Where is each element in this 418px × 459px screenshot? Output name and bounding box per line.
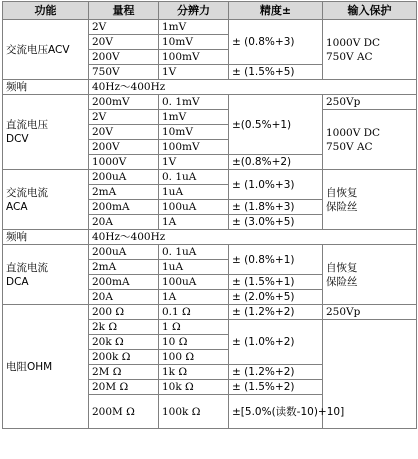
aca-function [3,170,89,230]
ohm-accuracy-e: ±[5.0%(读数-10)+10] [229,395,323,429]
aca-range: 200uA [89,170,159,185]
header-range: 量程 [89,2,159,20]
aca-resolution: 1uA [159,185,229,200]
aca-protection [323,170,417,230]
acv-range: 20V [89,35,159,50]
ohm-resolution: 1 Ω [159,320,229,335]
ohm-accuracy-b: ± (1.0%+2) [229,320,323,365]
freq-label: 频响 [3,80,89,95]
dcv-range: 1000V [89,155,159,170]
aca-accuracy-b: ± (1.8%+3) [229,200,323,215]
ohm-resolution: 0.1 Ω [159,305,229,320]
dca-range: 20A [89,290,159,305]
aca-resolution: 100uA [159,200,229,215]
acv-protection-line-2: 750V AC [326,50,373,63]
ohm-range: 2M Ω [89,365,159,380]
aca-protection-line-2: 保险丝 [326,200,358,213]
dca-accuracy-a: ± (0.8%+1) [229,245,323,275]
dca-function-line-1: 直流电流 [6,261,48,274]
dcv-function [3,95,89,170]
header-resolution: 分辨力 [159,2,229,20]
dcv-range: 2V [89,110,159,125]
dcv-resolution: 1V [159,155,229,170]
aca-accuracy-a: ± (1.0%+3) [229,170,323,200]
dca-function [3,245,89,305]
ohm-resolution: 10k Ω [159,380,229,395]
dcv-range: 200mV [89,95,159,110]
table-row [3,305,417,320]
acv-range: 200V [89,50,159,65]
table-row [3,20,417,35]
acv-protection-line-1: 1000V DC [326,36,381,49]
table-row [3,80,417,95]
aca-range: 20A [89,215,159,230]
dca-accuracy-c: ± (2.0%+5) [229,290,323,305]
ohm-resolution: 1k Ω [159,365,229,380]
aca-function-line-2: ACA [6,200,28,213]
dcv-function-line-1: 直流电压 [6,119,48,131]
acv-resolution: 1mV [159,20,229,35]
header-row [3,2,417,20]
aca-resolution: 1A [159,215,229,230]
dca-resolution: 0. 1uA [159,245,229,260]
dcv-accuracy-a: ±(0.5%+1) [229,95,323,155]
ohm-function: 电阻OHM [3,305,89,429]
multimeter-spec-table [2,1,417,429]
acv-range: 750V [89,65,159,80]
ohm-resolution: 10 Ω [159,335,229,350]
ohm-accuracy-a: ± (1.2%+2) [229,305,323,320]
dcv-range: 200V [89,140,159,155]
header-accuracy: 精度± [229,2,323,20]
aca-resolution: 0. 1uA [159,170,229,185]
table-row [3,95,417,110]
dca-protection-line-1: 自恢复 [326,261,358,274]
dcv-range: 20V [89,125,159,140]
dca-range: 200uA [89,245,159,260]
dca-resolution: 1A [159,290,229,305]
freq-value: 40Hz～400Hz [89,80,417,95]
acv-resolution: 1V [159,65,229,80]
acv-accuracy-b: ± (1.5%+5) [229,65,323,80]
table-row [3,170,417,185]
dca-range: 200mA [89,275,159,290]
dca-range: 2mA [89,260,159,275]
dca-protection-line-2: 保险丝 [326,275,358,288]
ohm-resolution: 100 Ω [159,350,229,365]
ohm-accuracy-c: ± (1.2%+2) [229,365,323,380]
aca-protection-line-1: 自恢复 [326,186,358,199]
dcv-protection-line-1: 1000V DC [326,126,381,139]
dcv-protection-b [323,110,417,170]
ohm-range: 200 Ω [89,305,159,320]
dca-resolution: 1uA [159,260,229,275]
dca-protection [323,245,417,305]
dcv-resolution: 1mV [159,110,229,125]
dcv-resolution: 100mV [159,140,229,155]
ohm-accuracy-d: ± (1.5%+2) [229,380,323,395]
aca-function-line-1: 交流电流 [6,186,48,199]
aca-range: 200mA [89,200,159,215]
freq-label: 频响 [3,230,89,245]
ohm-resolution: 100k Ω [159,395,229,429]
table-row [3,230,417,245]
ohm-range: 2k Ω [89,320,159,335]
dcv-function-line-2: DCV [6,133,29,145]
dcv-accuracy-b: ±(0.8%+2) [229,155,323,170]
dca-function-line-2: DCA [6,275,29,288]
acv-protection [323,20,417,80]
acv-resolution: 100mV [159,50,229,65]
dcv-resolution: 0. 1mV [159,95,229,110]
dcv-resolution: 10mV [159,125,229,140]
acv-function: 交流电压ACV [3,20,89,80]
dcv-protection-a: 250Vp [323,95,417,110]
ohm-protection: 250Vp [323,305,417,320]
dcv-protection-line-2: 750V AC [326,140,373,153]
acv-accuracy-a: ± (0.8%+3) [229,20,323,65]
aca-accuracy-c: ± (3.0%+5) [229,215,323,230]
header-function: 功能 [3,2,89,20]
acv-range: 2V [89,20,159,35]
ohm-range: 20k Ω [89,335,159,350]
table-row [3,245,417,260]
header-protection: 输入保护 [323,2,417,20]
ohm-range: 20M Ω [89,380,159,395]
aca-range: 2mA [89,185,159,200]
ohm-range: 200M Ω [89,395,159,429]
ohm-range: 200k Ω [89,350,159,365]
dca-resolution: 100uA [159,275,229,290]
acv-resolution: 10mV [159,35,229,50]
dca-accuracy-b: ± (1.5%+1) [229,275,323,290]
freq-value: 40Hz～400Hz [89,230,417,245]
